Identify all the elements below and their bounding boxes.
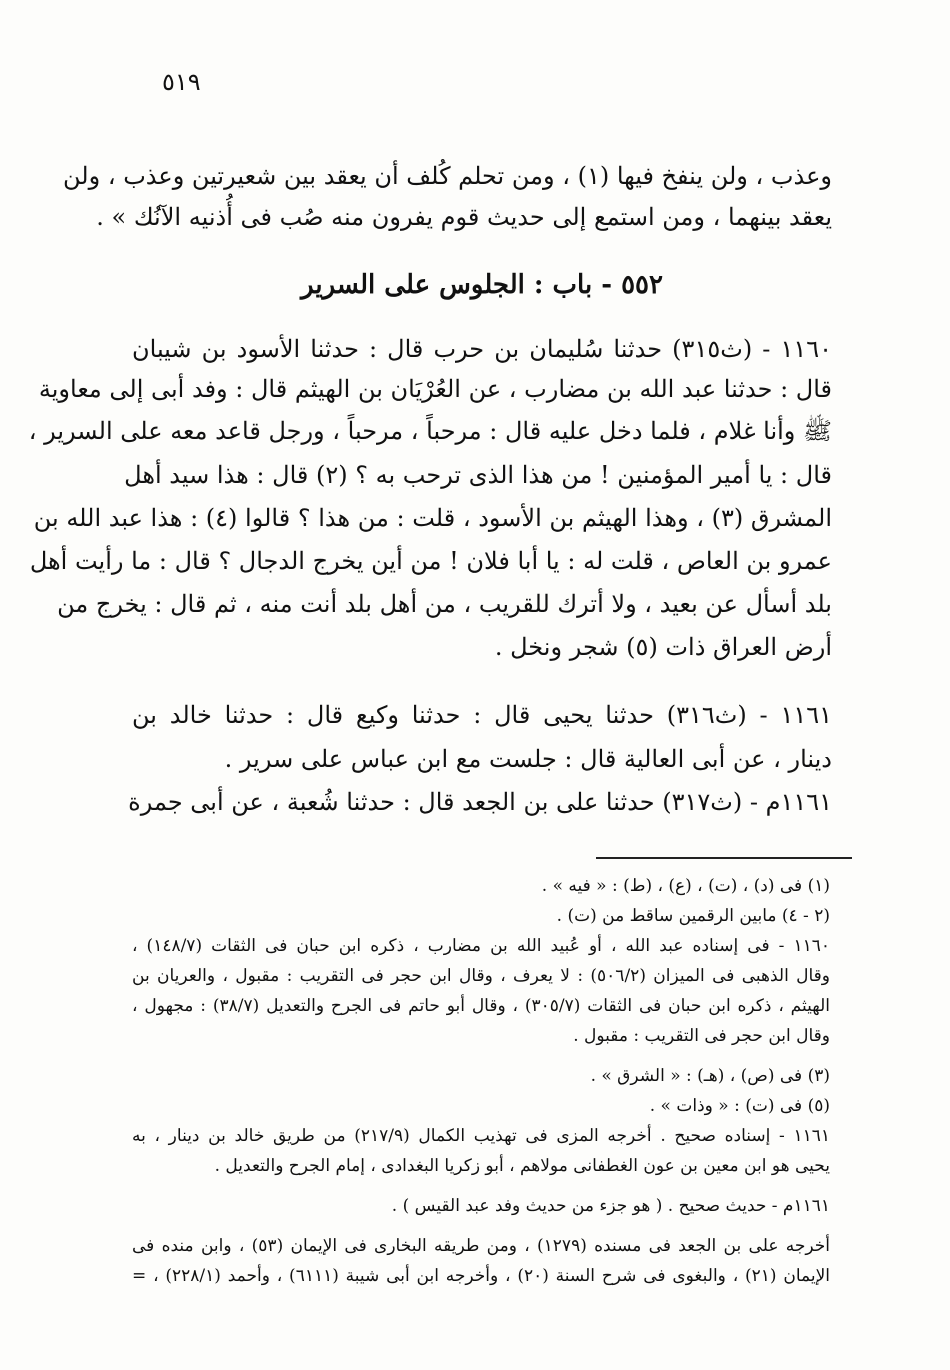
hadith-1160-line: بلد أسأل عن بعيد ، ولا أترك للقريب ، من أهل بلد أنت منه ، ثم قال : يخرج من: [57, 590, 832, 618]
hadith-1160-line: أرض العراق ذات (٥) شجر ونخل .: [494, 633, 832, 661]
intro-line: وعذب ، ولن ينفخ فيها (١) ، ومن تحلم كُلف أن يعقد بين شعيرتين وعذب ، ولن: [63, 162, 832, 190]
footnote-line: وقال الذهبى فى الميزان (٥٠٦/٢) : لا يعرف ، وقال ابن حجر فى التقريب : مقبول ، والعريان بن: [132, 966, 831, 986]
hadith-1160-line: قال : حدثنا عبد الله بن مضارب ، عن العُرْيَان بن الهيثم قال : وفد أبى إلى معاوية: [38, 375, 832, 403]
chapter-heading: ٥٥٢ - باب : الجلوس على السرير: [300, 270, 663, 300]
hadith-1160-line: ﷺ وأنا غلام ، فلما دخل عليه قال : مرحباً ، مرحباً ، ورجل قاعد معه على السرير ،: [28, 417, 832, 445]
footnote-line: (٢ - ٤) مابين الرقمين ساقط من (ت) .: [556, 906, 830, 926]
hadith-1160-line: قال : يا أمير المؤمنين ! من هذا الذى ترحب به ؟ (٢) قال : هذا سيد أهل: [124, 461, 832, 489]
footnote-line: يحيى هو ابن معين بن عون الغطفانى مولاهم ، أبو زكريا البغدادى ، إمام الجرح والتعديل .: [214, 1156, 830, 1176]
footnote-line: الإيمان (٢١) ، والبغوى فى شرح السنة (٢٠) ، وأخرجه ابن أبى شيبة (٦١١١) ، وأحمد (٢٢٨/١) ، =: [132, 1266, 830, 1286]
footnote-line: ١١٦١ - إسناده صحيح . أخرجه المزى فى تهذيب الكمال (٢١٧/٩) من طريق خالد بن دينار ، به: [132, 1126, 830, 1146]
footnote-line: أخرجه على بن الجعد فى مسنده (١٢٧٩) ، ومن طريقه البخارى فى الإيمان (٥٣) ، وابن منده فى: [132, 1236, 831, 1256]
footnote-line: الهيثم ، ذكره ابن حبان فى الثقات (٣٠٥/٧) ، وقال أبو حاتم فى الجرح والتعديل (٣٨/٧) : مجهول ،: [132, 996, 830, 1016]
hadith-1160-line: ١١٦٠ - (ث٣١٥) حدثنا سُليمان بن حرب قال : حدثنا الأسود بن شيبان: [132, 335, 833, 363]
footnote-line: (٥) فى (ت) : « وذات » .: [649, 1096, 830, 1116]
hadith-1161-line: دينار ، عن أبى العالية قال : جلست مع ابن عباس على سرير .: [224, 745, 832, 773]
footnote-line: (١) فى (د) ، (ت) ، (ع) ، (ط) : « فيه » .: [541, 876, 830, 896]
hadith-1160-line: عمرو بن العاص ، قلت له : يا أبا فلان ! من أين يخرج الدجال ؟ قال : ما رأيت أهل: [29, 547, 832, 575]
hadith-1161m-line: ١١٦١م - (ث٣١٧) حدثنا على بن الجعد قال : حدثنا شُعبة ، عن أبى جمرة: [128, 788, 832, 816]
hadith-1161-line: ١١٦١ - (ث٣١٦) حدثنا يحيى قال : حدثنا وكيع قال : حدثنا خالد بن: [132, 701, 833, 729]
footnote-divider: [596, 857, 852, 859]
footnote-line: ١١٦٠ - فى إسناده عبد الله ، أو عُبيد الله بن مضارب ، ذكره ابن حبان فى الثقات (١٤٨/٧) ،: [132, 936, 830, 956]
intro-line: يعقد بينهما ، ومن استمع إلى حديث قوم يفرون منه صُب فى أُذنيه الآنُك » .: [96, 203, 832, 231]
footnote-line: وقال ابن حجر فى التقريب : مقبول .: [573, 1026, 830, 1046]
hadith-1160-line: المشرق (٣) ، وهذا الهيثم بن الأسود ، قلت : من هذا ؟ قالوا (٤) : هذا عبد الله بن: [33, 504, 832, 532]
footnote-line: ١١٦١م - حديث صحيح . ( هو جزء من حديث وفد عبد القيس ) .: [391, 1196, 830, 1216]
page-number: ٥١٩: [162, 68, 201, 96]
footnote-line: (٣) فى (ص) ، (هـ) : « الشرق » .: [590, 1066, 830, 1086]
